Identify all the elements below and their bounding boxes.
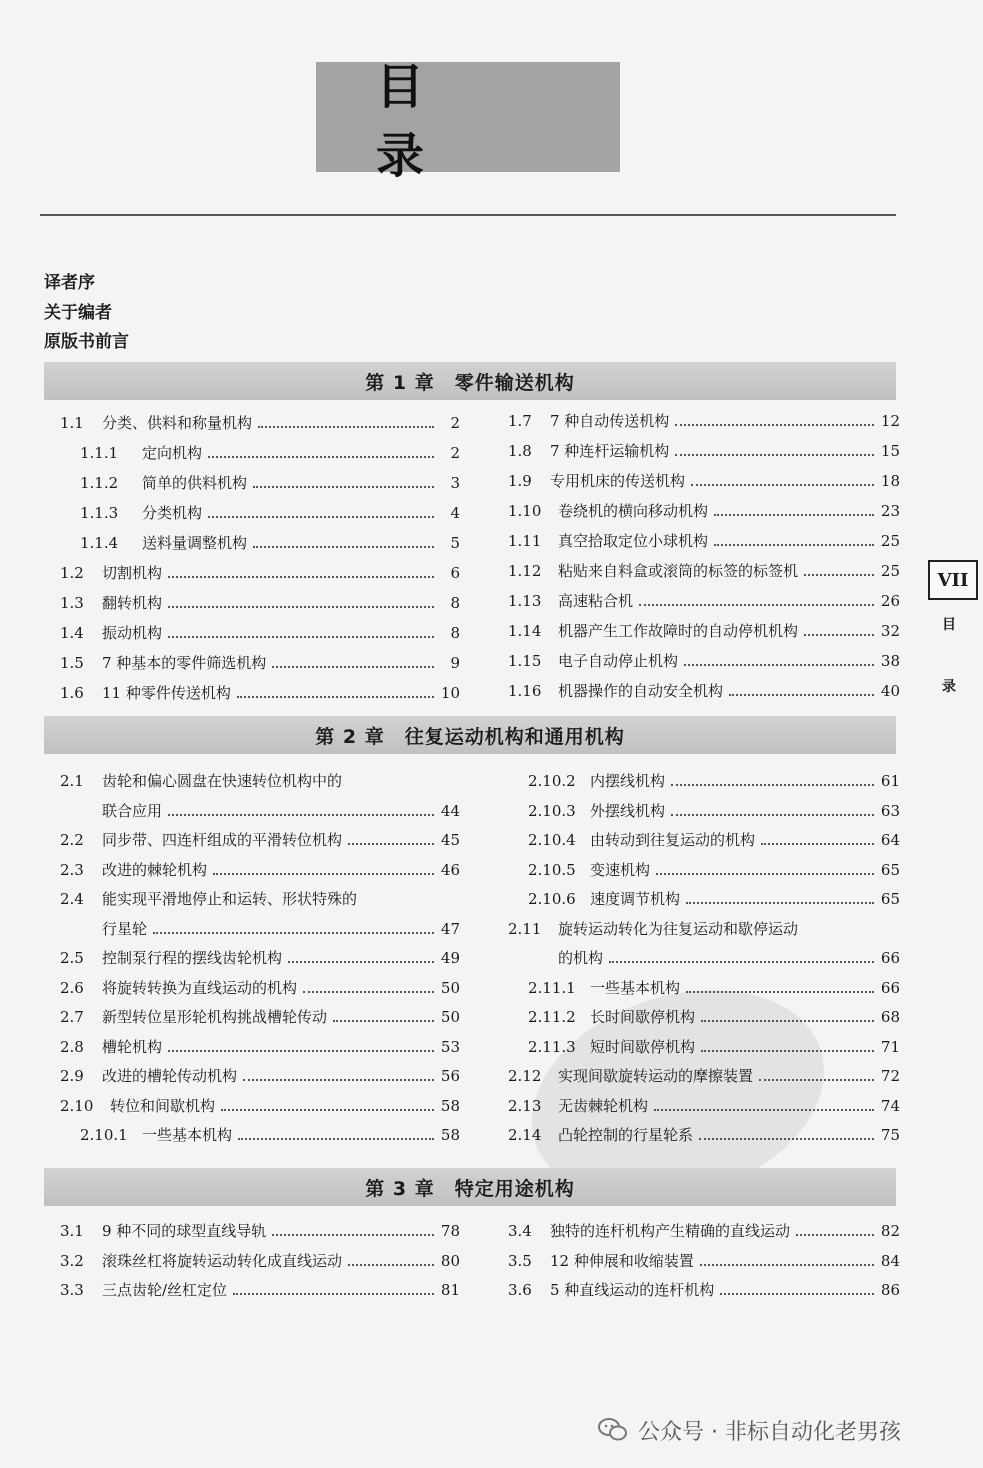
- toc-entry-number: 1.12: [508, 562, 542, 580]
- leader-dots: [168, 814, 434, 816]
- toc-entry-title: 同步带、四连杆组成的平滑转位机构: [102, 831, 343, 849]
- toc-entry-page: 2: [450, 444, 460, 462]
- footer-text: 公众号 · 非标自动化老男孩: [638, 1419, 901, 1445]
- toc-entry[interactable]: [508, 1095, 900, 1119]
- toc-entry-number: 2.8: [60, 1037, 84, 1056]
- toc-entry-title: 凸轮控制的行星轮系: [558, 1126, 694, 1144]
- toc-entry-page: 25: [880, 532, 900, 550]
- toc-entry-page: 47: [440, 919, 460, 938]
- toc-entry-title: 7 种自动传送机构: [550, 412, 670, 430]
- toc-entry-title: 新型转位星形轮机构挑战槽轮传动: [102, 1008, 328, 1026]
- leader-dots: [699, 1138, 874, 1140]
- toc-entry-page: 50: [440, 1008, 460, 1026]
- leader-dots: [671, 784, 874, 786]
- toc-entry-number: 1.11: [508, 532, 542, 550]
- toc-entry[interactable]: [60, 1279, 460, 1303]
- toc-entry-number: 1.1.3: [80, 504, 119, 522]
- toc-entry[interactable]: [528, 977, 900, 1001]
- leader-dots: [639, 604, 874, 606]
- toc-entry-page: 81: [440, 1281, 460, 1299]
- toc-entry[interactable]: [60, 1036, 460, 1060]
- front-matter-about-editors[interactable]: 关于编者: [44, 303, 112, 323]
- toc-entry-title: 槽轮机构: [102, 1037, 163, 1056]
- toc-entry-line2[interactable]: [102, 918, 460, 942]
- leader-dots: [714, 544, 874, 546]
- toc-entry[interactable]: [508, 470, 900, 494]
- toc-entry[interactable]: [508, 620, 900, 644]
- toc-entry-title: 旋转运动转化为往复运动和歇停运动: [558, 919, 799, 938]
- toc-entry-title: 定向机构: [142, 444, 203, 462]
- toc-entry-page: 74: [880, 1096, 900, 1115]
- toc-entry-number: 1.2: [60, 564, 84, 582]
- toc-entry-line1[interactable]: [60, 888, 357, 912]
- toc-entry-title: 转位和间歇机构: [110, 1096, 216, 1115]
- toc-entry-number: 1.1: [60, 414, 84, 432]
- toc-entry-page: 68: [880, 1008, 900, 1026]
- toc-entry[interactable]: [60, 947, 460, 971]
- leader-dots: [654, 1109, 874, 1111]
- toc-entry-page: 23: [880, 502, 900, 520]
- toc-entry-title: 简单的供料机构: [142, 474, 248, 492]
- leader-dots: [303, 991, 434, 993]
- toc-entry-title: 短时间歇停机构: [590, 1037, 696, 1056]
- toc-entry-number: 2.7: [60, 1008, 84, 1026]
- toc-entry-title: 振动机构: [102, 624, 163, 642]
- toc-entry[interactable]: [80, 502, 460, 526]
- leader-dots: [686, 991, 874, 993]
- toc-entry[interactable]: [508, 500, 900, 524]
- toc-entry-title: 卷绕机的横向移动机构: [558, 502, 709, 520]
- leader-dots: [168, 576, 434, 578]
- toc-entry[interactable]: [60, 1220, 460, 1244]
- toc-entry-number: 2.5: [60, 949, 84, 967]
- toc-entry-title: 长时间歇停机构: [590, 1008, 696, 1026]
- toc-entry-title: 独特的连杆机构产生精确的直线运动: [550, 1222, 791, 1240]
- toc-entry-title: 送料量调整机构: [142, 534, 248, 552]
- leader-dots: [272, 1234, 434, 1236]
- chapter-heading: 第 2 章 往复运动机构和通用机构: [315, 725, 625, 748]
- toc-entry-title: 变速机构: [590, 860, 651, 879]
- toc-entry-page: 66: [880, 949, 900, 967]
- toc-entry-title: 切割机构: [102, 564, 163, 582]
- leader-dots: [213, 873, 434, 875]
- toc-entry[interactable]: [80, 472, 460, 496]
- leader-dots: [761, 843, 874, 845]
- toc-entry-page: 75: [880, 1126, 900, 1144]
- toc-entry-page: 10: [440, 684, 460, 702]
- toc-entry-number: 2.12: [508, 1067, 542, 1085]
- leader-dots: [691, 484, 874, 486]
- toc-entry[interactable]: [80, 1124, 460, 1148]
- leader-dots: [701, 1020, 874, 1022]
- toc-title-box: [316, 59, 620, 184]
- leader-dots: [609, 961, 874, 963]
- leader-dots: [714, 514, 874, 516]
- toc-entry[interactable]: [528, 770, 900, 794]
- leader-dots: [253, 546, 434, 548]
- toc-entry-title: 真空拾取定位小球机构: [558, 532, 709, 550]
- leader-dots: [348, 1264, 434, 1266]
- toc-entry-number: 1.4: [60, 624, 84, 642]
- toc-entry-title: 外摆线机构: [590, 801, 666, 820]
- toc-entry-number: 2.2: [60, 831, 84, 849]
- toc-entry-number: 3.3: [60, 1281, 84, 1299]
- toc-entry-title: 三点齿轮/丝杠定位: [102, 1281, 228, 1299]
- toc-entry-number: 1.3: [60, 594, 84, 612]
- toc-entry-page: 61: [880, 772, 900, 790]
- leader-dots: [333, 1020, 434, 1022]
- toc-entry-page: 8: [450, 624, 460, 642]
- toc-entry-page: 50: [440, 978, 460, 997]
- toc-entry-number: 2.6: [60, 978, 84, 997]
- toc-entry-title-cont: 联合应用: [102, 801, 163, 820]
- leader-dots: [759, 1079, 874, 1081]
- toc-entry-page: 38: [880, 652, 900, 670]
- toc-entry-title: 粘贴来自料盒或滚筒的标签的标签机: [558, 562, 799, 580]
- toc-entry-page: 53: [440, 1037, 460, 1056]
- toc-entry-title: 无齿棘轮机构: [558, 1096, 649, 1115]
- toc-entry-number: 1.15: [508, 652, 542, 670]
- chapter-heading-bar[interactable]: [44, 716, 896, 754]
- toc-entry-number: 2.10: [60, 1096, 94, 1115]
- toc-entry-number: 2.10.6: [528, 890, 576, 908]
- toc-entry-title: 能实现平滑地停止和运转、形状特殊的: [102, 890, 358, 908]
- leader-dots: [221, 1109, 434, 1111]
- toc-entry-title: 一些基本机构: [142, 1126, 233, 1144]
- toc-entry-title: 11 种零件传送机构: [102, 684, 231, 702]
- toc-entry-title-cont: 的机构: [558, 949, 604, 967]
- toc-entry-title: 5 种直线运动的连杆机构: [550, 1281, 715, 1299]
- toc-entry-page: 65: [880, 890, 900, 908]
- toc-entry-title: 12 种伸展和收缩装置: [550, 1251, 694, 1270]
- toc-entry[interactable]: [60, 652, 460, 676]
- toc-entry-number: 2.11.1: [528, 978, 576, 997]
- toc-entry-number: 2.10.2: [528, 772, 576, 790]
- toc-entry-title: 翻转机构: [102, 594, 163, 612]
- front-matter-original-preface[interactable]: 原版书前言: [44, 332, 129, 352]
- toc-entry[interactable]: [508, 560, 900, 584]
- leader-dots: [208, 516, 434, 518]
- page-title: 目 录: [376, 59, 485, 184]
- toc-entry-line2[interactable]: [558, 947, 900, 971]
- toc-entry[interactable]: [80, 442, 460, 466]
- toc-entry-page: 58: [440, 1096, 460, 1115]
- toc-entry-number: 1.13: [508, 592, 542, 610]
- toc-entry-number: 1.8: [508, 442, 532, 460]
- side-char-mu: 目: [942, 617, 956, 633]
- leader-dots: [729, 694, 874, 696]
- toc-entry[interactable]: [60, 829, 460, 853]
- toc-entry-page: 18: [880, 472, 900, 490]
- leader-dots: [720, 1293, 874, 1295]
- toc-entry-number: 2.1: [60, 772, 84, 790]
- toc-entry-title: 7 种连杆运输机构: [550, 442, 670, 460]
- toc-entry[interactable]: [528, 859, 900, 883]
- toc-entry-title: 改进的棘轮机构: [102, 860, 208, 879]
- toc-entry[interactable]: [528, 1036, 900, 1060]
- leader-dots: [348, 843, 434, 845]
- toc-entry-page: 3: [450, 474, 460, 492]
- toc-entry[interactable]: [60, 622, 460, 646]
- toc-entry-number: 1.1.1: [80, 444, 119, 462]
- toc-entry-number: 1.10: [508, 502, 542, 520]
- toc-entry-title: 机器产生工作故障时的自动停机机构: [558, 622, 799, 640]
- toc-entry-page: 8: [450, 594, 460, 612]
- chapter-heading: 第 1 章 零件输送机构: [365, 371, 575, 394]
- leader-dots: [168, 606, 434, 608]
- toc-entry[interactable]: [60, 562, 460, 586]
- toc-entry-number: 1.6: [60, 684, 84, 702]
- toc-entry-number: 2.11.3: [528, 1037, 576, 1056]
- toc-entry-page: 12: [880, 412, 900, 430]
- toc-entry-page: 71: [880, 1037, 900, 1056]
- leader-dots: [796, 1234, 874, 1236]
- leader-dots: [168, 636, 434, 638]
- toc-entry-number: 2.13: [508, 1096, 542, 1115]
- toc-entry-page: 78: [440, 1222, 460, 1240]
- toc-entry[interactable]: [528, 1006, 900, 1030]
- leader-dots: [258, 426, 434, 428]
- toc-entry[interactable]: [508, 410, 900, 434]
- toc-entry-title: 内摆线机构: [590, 772, 666, 790]
- toc-entry-title: 高速粘合机: [558, 592, 634, 610]
- toc-entry-line2[interactable]: [102, 800, 460, 824]
- toc-entry-page: 9: [450, 654, 460, 672]
- toc-entry-number: 2.10.4: [528, 831, 576, 849]
- toc-entry-title: 由转动到往复运动的机构: [590, 831, 756, 849]
- leader-dots: [686, 902, 874, 904]
- leader-dots: [804, 634, 874, 636]
- leader-dots: [675, 454, 874, 456]
- toc-entry[interactable]: [508, 1279, 900, 1303]
- toc-entry[interactable]: [508, 1250, 900, 1274]
- toc-entry-number: 2.10.3: [528, 801, 576, 820]
- leader-dots: [804, 574, 874, 576]
- leader-dots: [153, 932, 434, 934]
- leader-dots: [243, 1079, 434, 1081]
- toc-entry-page: 45: [440, 831, 460, 849]
- leader-dots: [237, 696, 434, 698]
- toc-entry-number: 1.1.4: [80, 534, 119, 552]
- toc-entry-number: 2.10.5: [528, 860, 576, 879]
- toc-entry[interactable]: [60, 977, 460, 1001]
- toc-entry-page: 65: [880, 860, 900, 879]
- toc-entry-number: 2.3: [60, 860, 84, 879]
- toc-entry-number: 3.5: [508, 1251, 532, 1270]
- toc-entry-page: 26: [880, 592, 900, 610]
- page-number-tab: VII: [928, 560, 978, 600]
- toc-entry-page: 72: [880, 1067, 900, 1085]
- toc-entry[interactable]: [60, 1095, 460, 1119]
- toc-entry-page: 15: [880, 442, 900, 460]
- toc-entry-page: 6: [450, 564, 460, 582]
- toc-entry-page: 40: [880, 682, 900, 700]
- header-rule: [40, 214, 896, 216]
- toc-entry-number: 1.5: [60, 654, 84, 672]
- toc-entry-title: 专用机床的传送机构: [550, 472, 686, 490]
- toc-entry-number: 1.16: [508, 682, 542, 700]
- chapter-heading-bar[interactable]: [44, 1168, 896, 1206]
- toc-entry-title: 9 种不同的球型直线导轨: [102, 1222, 267, 1240]
- toc-entry-title-cont: 行星轮: [102, 919, 148, 938]
- toc-entry-number: 3.2: [60, 1251, 84, 1270]
- toc-entry-title: 一些基本机构: [590, 978, 681, 997]
- toc-entry[interactable]: [528, 800, 900, 824]
- toc-entry-page: 25: [880, 562, 900, 580]
- toc-entry-page: 4: [450, 504, 460, 522]
- leader-dots: [675, 424, 874, 426]
- front-matter-translator-preface[interactable]: 译者序: [44, 273, 95, 293]
- toc-entry[interactable]: [508, 1220, 900, 1244]
- toc-entry[interactable]: [60, 1065, 460, 1089]
- leader-dots: [238, 1138, 434, 1140]
- toc-entry-number: 3.6: [508, 1281, 532, 1299]
- toc-entry-title: 滚珠丝杠将旋转运动转化成直线运动: [102, 1251, 343, 1270]
- toc-entry[interactable]: [528, 829, 900, 853]
- toc-entry-page: 63: [880, 801, 900, 820]
- toc-entry-number: 1.7: [508, 412, 532, 430]
- leader-dots: [272, 666, 434, 668]
- leader-dots: [656, 873, 874, 875]
- toc-entry[interactable]: [60, 1250, 460, 1274]
- toc-entry-page: 49: [440, 949, 460, 967]
- toc-entry-title: 速度调节机构: [590, 890, 681, 908]
- toc-entry[interactable]: [508, 680, 900, 704]
- toc-entry-page: 46: [440, 860, 460, 879]
- toc-entry[interactable]: [80, 532, 460, 556]
- toc-entry-page: 86: [880, 1281, 900, 1299]
- toc-entry-number: 2.11.2: [528, 1008, 576, 1026]
- toc-entry-page: 80: [440, 1251, 460, 1270]
- toc-entry[interactable]: [508, 1065, 900, 1089]
- leader-dots: [671, 814, 874, 816]
- toc-entry[interactable]: [60, 682, 460, 706]
- leader-dots: [168, 1050, 434, 1052]
- toc-entry[interactable]: [60, 412, 460, 436]
- leader-dots: [684, 664, 874, 666]
- toc-entry-title: 电子自动停止机构: [558, 652, 679, 670]
- toc-entry-title: 分类机构: [142, 504, 203, 522]
- toc-entry-page: 84: [880, 1251, 900, 1270]
- toc-entry-number: 1.14: [508, 622, 542, 640]
- toc-entry[interactable]: [60, 592, 460, 616]
- toc-entry-number: 2.9: [60, 1067, 84, 1085]
- toc-entry-line1[interactable]: [60, 770, 342, 794]
- toc-entry-title: 齿轮和偏心圆盘在快速转位机构中的: [102, 772, 343, 790]
- leader-dots: [208, 456, 434, 458]
- toc-entry-title: 实现间歇旋转运动的摩擦装置: [558, 1067, 754, 1085]
- toc-entry[interactable]: [528, 888, 900, 912]
- toc-entry-page: 2: [450, 414, 460, 432]
- toc-entry-number: 3.4: [508, 1222, 532, 1240]
- toc-entry-page: 32: [880, 622, 900, 640]
- toc-entry-title: 7 种基本的零件筛选机构: [102, 654, 267, 672]
- toc-entry-page: 58: [440, 1126, 460, 1144]
- footer-watermark: [598, 1410, 901, 1450]
- chapter-heading: 第 3 章 特定用途机构: [365, 1177, 575, 1200]
- toc-entry-title: 机器操作的自动安全机构: [558, 682, 724, 700]
- toc-entry-number: 2.14: [508, 1126, 542, 1144]
- leader-dots: [701, 1050, 874, 1052]
- toc-entry-title: 将旋转转换为直线运动的机构: [102, 978, 298, 997]
- toc-entry-page: 66: [880, 978, 900, 997]
- leader-dots: [253, 486, 434, 488]
- wechat-icon: [598, 1417, 628, 1443]
- toc-entry-page: 5: [450, 534, 460, 552]
- toc-entry[interactable]: [508, 650, 900, 674]
- leader-dots: [233, 1293, 434, 1295]
- side-char-lu: 录: [942, 679, 956, 695]
- toc-entry-page: 56: [440, 1067, 460, 1085]
- toc-entry-page: 44: [440, 801, 460, 820]
- toc-entry-title: 控制泵行程的摆线齿轮机构: [102, 949, 283, 967]
- toc-entry[interactable]: [60, 859, 460, 883]
- toc-entry-page: 64: [880, 831, 900, 849]
- toc-entry-number: 2.11: [508, 919, 542, 938]
- toc-entry[interactable]: [508, 590, 900, 614]
- chapter-heading-bar[interactable]: [44, 362, 896, 400]
- toc-entry[interactable]: [60, 1006, 460, 1030]
- toc-entry-number: 1.9: [508, 472, 532, 490]
- toc-entry-title: 分类、供料和称量机构: [102, 414, 253, 432]
- toc-entry-number: 3.1: [60, 1222, 84, 1240]
- toc-entry[interactable]: [508, 440, 900, 464]
- leader-dots: [288, 961, 434, 963]
- toc-entry[interactable]: [508, 530, 900, 554]
- toc-entry-title: 改进的槽轮传动机构: [102, 1067, 238, 1085]
- leader-dots: [700, 1264, 874, 1266]
- toc-entry-line1[interactable]: [508, 918, 798, 942]
- toc-entry-number: 1.1.2: [80, 474, 119, 492]
- toc-entry[interactable]: [508, 1124, 900, 1148]
- toc-entry-number: 2.10.1: [80, 1126, 128, 1144]
- toc-entry-number: 2.4: [60, 890, 84, 908]
- toc-entry-page: 82: [880, 1222, 900, 1240]
